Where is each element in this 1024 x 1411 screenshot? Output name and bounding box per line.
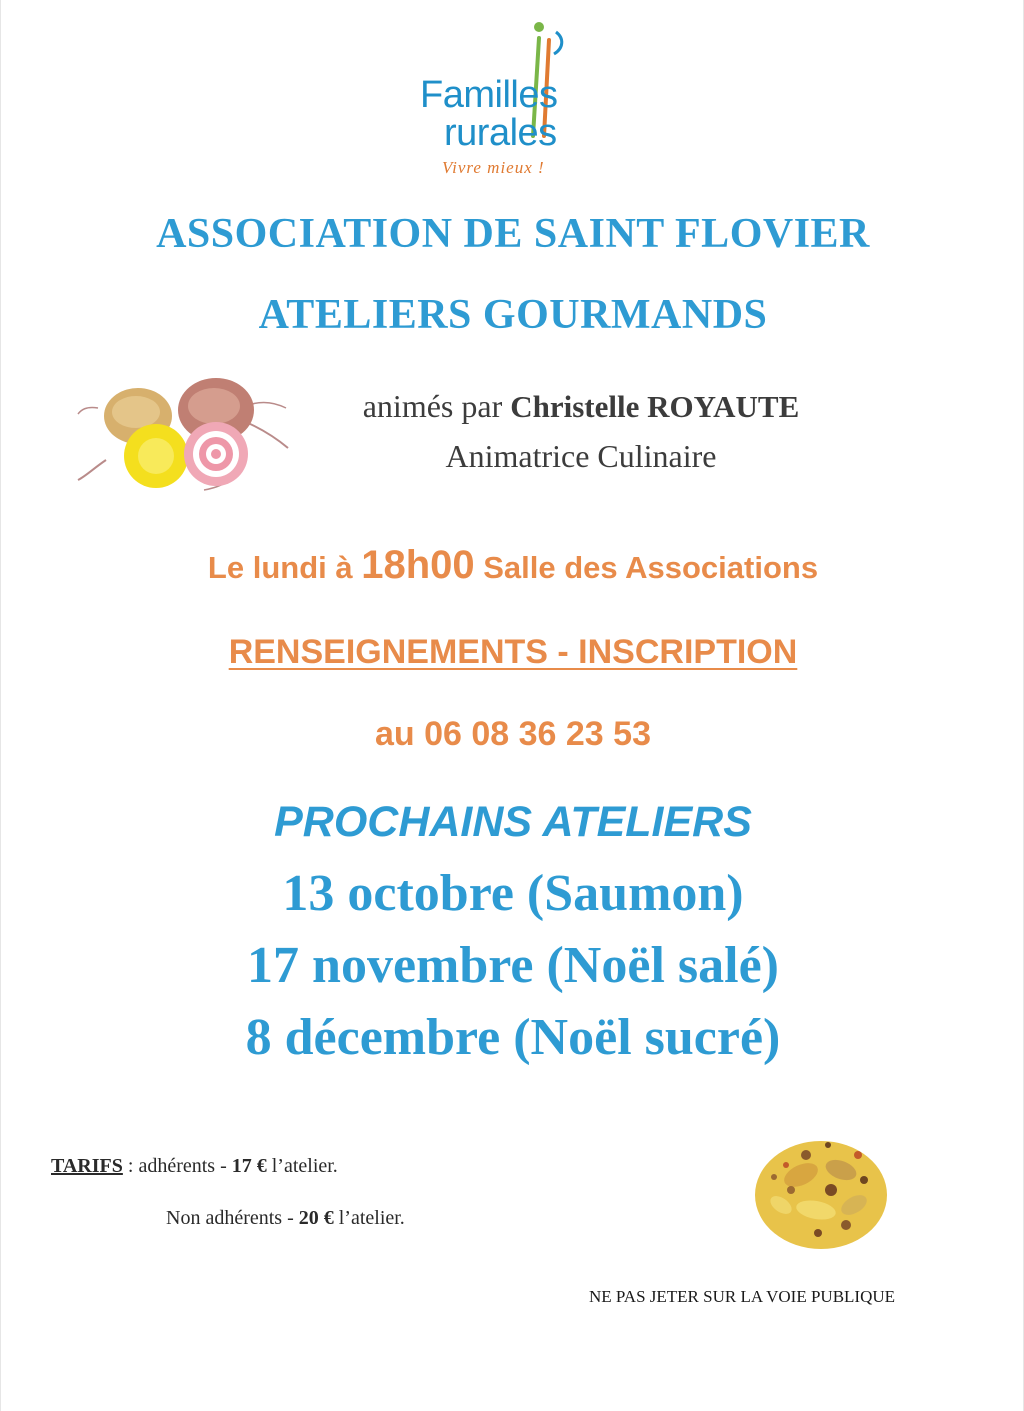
logo-tagline: Vivre mieux ! xyxy=(442,158,545,177)
host-prefix: animés par xyxy=(362,388,511,424)
next-item-3: 8 décembre (Noël sucré) xyxy=(245,1009,781,1066)
beets-image xyxy=(76,368,291,493)
schedule-time: 18h00 xyxy=(361,543,475,587)
next-item-1: 13 octobre (Saumon) xyxy=(282,865,744,922)
food-dish-image xyxy=(746,1125,896,1255)
non-members-suffix: l’atelier. xyxy=(333,1207,405,1229)
members-price: 17 € xyxy=(231,1155,267,1177)
schedule-day: Le lundi à xyxy=(207,550,362,585)
host-role: Animatrice Culinaire xyxy=(445,438,717,474)
schedule-place: Salle des Associations xyxy=(474,550,819,585)
schedule-line xyxy=(1,543,1024,588)
next-heading: PROCHAINS ATELIERS xyxy=(274,798,752,846)
tarifs-separator: : xyxy=(122,1155,139,1177)
event-title: ATELIERS GOURMANDS xyxy=(258,292,768,338)
logo-line-1: Familles xyxy=(420,74,558,116)
members-text: adhérents - xyxy=(138,1155,232,1177)
contact-phone: au 06 08 36 23 53 xyxy=(374,715,651,753)
host-line xyxy=(291,388,871,425)
host-name: Christelle ROYAUTE xyxy=(510,389,800,424)
non-members-price: 20 € xyxy=(298,1207,334,1229)
footer-notice: NE PAS JETER SUR LA VOIE PUBLIQUE xyxy=(589,1287,896,1306)
tarifs-label: TARIFS xyxy=(51,1155,123,1177)
non-members-text: Non adhérents - xyxy=(166,1207,299,1229)
members-suffix: l’atelier. xyxy=(266,1155,338,1177)
contact-heading-wrap xyxy=(1,633,1024,672)
tarifs-non-members xyxy=(166,1207,405,1230)
logo-line-2: rurales xyxy=(444,112,557,154)
contact-heading: RENSEIGNEMENTS - INSCRIPTION xyxy=(228,633,798,671)
familles-rurales-logo xyxy=(406,18,616,183)
tarifs-members xyxy=(51,1155,338,1178)
association-title: ASSOCIATION DE SAINT FLOVIER xyxy=(156,211,870,257)
next-item-2: 17 novembre (Noël salé) xyxy=(247,937,779,994)
